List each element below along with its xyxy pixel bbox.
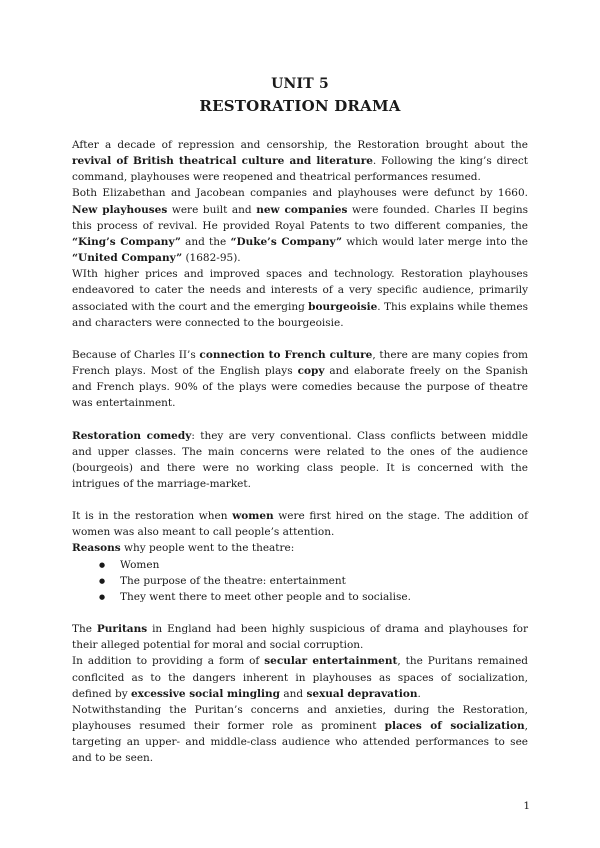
paragraph-companies: Both Elizabethan and Jacobean companies and playhouses were defunct by 1660. New playhouses were built and new companies were founded. Charles II begins this process of revival. He provided Royal Patents to two different companies, the “King’s Company” and the “Duke’s Company” which would later merge into the “United Company” (1682-95). [72,187,529,265]
paragraph-intro: After a decade of repression and censorship, the Restoration brought about the revival of British theatrical culture and literature. Following the king’s direct command, playhouses were reopened and theatrical performances resumed. [72,139,528,184]
paragraph-women: It is in the restoration when women were first hired on the stage. The addition of women was also meant to call people’s attention. [72,510,528,539]
list-item: ● The purpose of the theatre: entertainment [108,573,528,589]
reasons-lead: Reasons why people went to the theatre: [72,542,295,555]
emphasis: excessive social mingling [130,687,281,700]
body-text [72,137,528,766]
paragraph-puritans: The Puritans in England had been highly suspicious of drama and playhouses for their alleged potential for moral and social corruption. [72,623,528,652]
emphasis: sexual depravation [306,687,418,700]
emphasis: places of socialization [384,720,525,732]
paragraph-audience: WIth higher prices and improved spaces and technology. Restoration playhouses endeavored to cater the needs and interests of a very specific audience, primarily associated with the court and the emerging bourgeoisie. This explains while themes and characters were connected to the bourgeoisie. [72,268,528,329]
list-item: ● Women [108,557,528,573]
page-number: 1 [523,800,530,812]
emphasis: connection to French culture [199,348,373,361]
emphasis: copy [297,365,325,378]
unit-title: UNIT 5 [271,76,329,92]
emphasis: bourgeoisie [308,300,378,313]
emphasis: “King’s Company” [72,235,181,248]
emphasis: “Duke’s Company” [230,235,343,248]
paragraph-french-influence: Because of Charles II’s connection to French culture, there are many copies from French plays. Most of the English plays copy and elaborate freely on the Spanish and French plays. 90% of the plays were comedies because the purpose of theatre was entertainment. [72,348,529,410]
paragraph-socialization: Notwithstanding the Puritan’s concerns and anxieties, during the Restoration, playhouses resumed their former role as prominent places of socialization, targeting an upper- and middle-class audience who attended performances to see and to be seen. [72,703,528,765]
emphasis: New playhouses [72,203,168,216]
emphasis: revival of British theatrical culture and literature [72,155,373,168]
list-item: ● They went there to meet other people and to socialise. [108,589,528,605]
emphasis: secular entertainment [264,655,398,668]
paragraph-restoration-comedy: Restoration comedy: they are very conventional. Class conflicts between middle and upper classes. The main concerns were related to the ones of the audience (bourgeois) and there were no working class people. It is concerned with the intrigues of the marriage-market. [72,429,528,490]
emphasis: new companies [256,203,348,216]
section-heading: RESTORATION DRAMA [199,97,401,115]
emphasis: Puritans [96,623,148,636]
paragraph-secular-entertainment: In addition to providing a form of secular entertainment, the Puritans remained conflcited as to the dangers inherent in playhouses as spaces of socialization, defined by excessive social mingling and sexual depravation. [72,655,529,700]
emphasis: women [232,510,274,523]
emphasis: Restoration comedy [72,429,192,442]
emphasis: Reasons [72,542,121,555]
reasons-list [72,557,528,605]
emphasis: “United Company” [72,252,183,265]
